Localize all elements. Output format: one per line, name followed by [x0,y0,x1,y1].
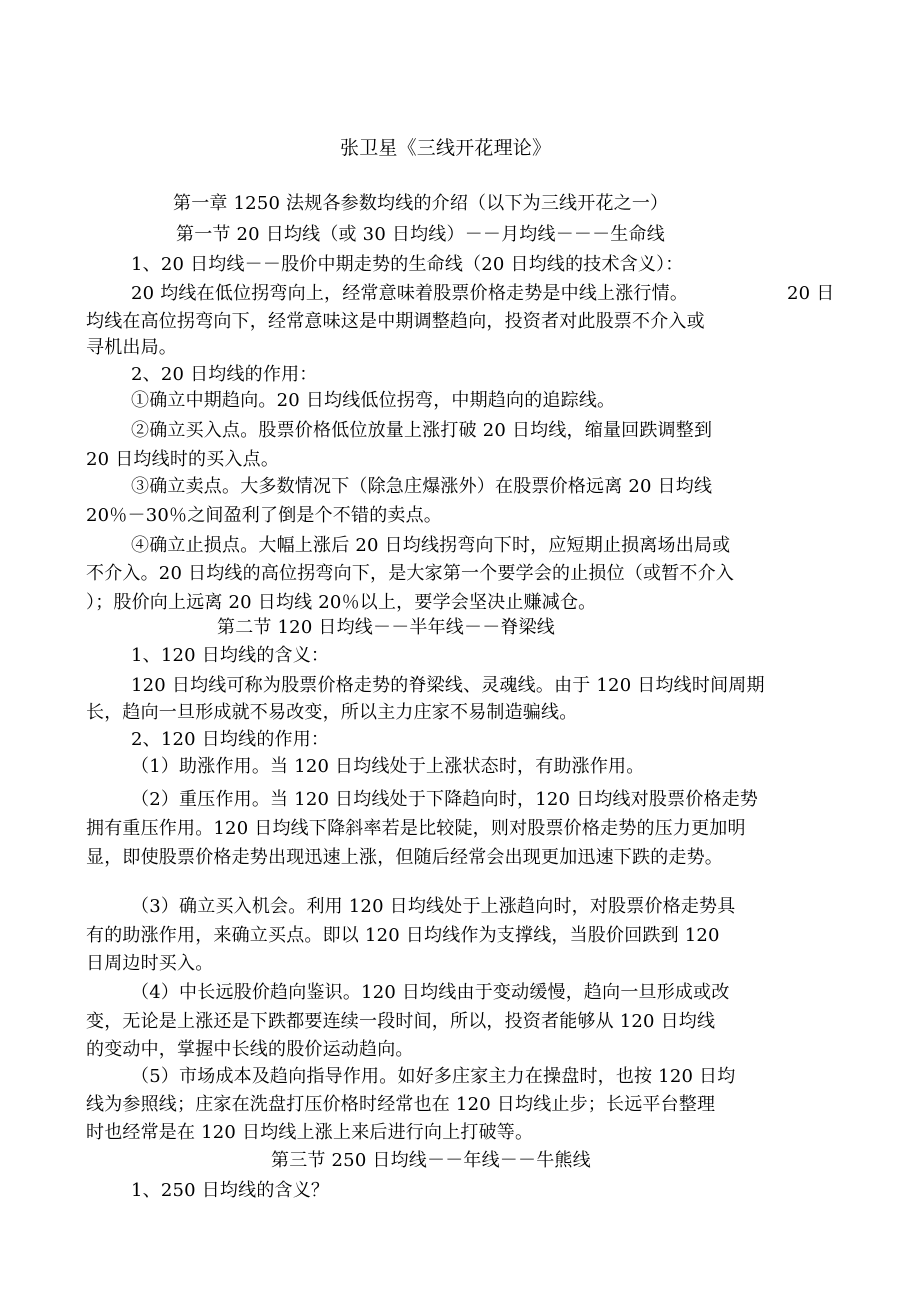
text-line: 日周边时买入。 [86,953,214,974]
text-line: 的变动中，掌握中长线的股价运动趋向。 [86,1039,414,1060]
text-line: 变，无论是上涨还是下跌都要连续一段时间，所以，投资者能够从 120 日均线 [86,1011,716,1032]
text-line: 拥有重压作用。120 日均线下降斜率若是比较陡，则对股票价格走势的压力更加明 [86,818,746,839]
text-line: 1、20 日均线－－股价中期走势的生命线（20 日均线的技术含义）： [131,254,684,275]
text-line: 2、120 日均线的作用： [131,729,330,750]
section-heading: 第一节 20 日均线（或 30 日均线）－－月均线－－－生命线 [176,224,665,245]
text-line: 长，趋向一旦形成就不易改变，所以主力庄家不易制造骗线。 [86,702,578,723]
text-line: 20 日均线时的买入点。 [86,449,280,470]
text-line: （1）助涨作用。当 120 日均线处于上涨状态时，有助涨作用。 [131,756,645,777]
text-line: 均线在高位拐弯向下，经常意味这是中期调整趋向，投资者对此股票不介入或 [86,311,705,332]
text-line: 20 均线在低位拐弯向上，经常意味着股票价格走势是中线上涨行情。 [131,283,689,304]
text-line: 寻机出局。 [86,337,177,358]
text-line: ③确立卖点。大多数情况下（除急庄爆涨外）在股票价格远离 20 日均线 [131,476,713,497]
text-line: ①确立中期趋向。20 日均线低位拐弯，中期趋向的追踪线。 [131,390,616,411]
text-line: 显，即使股票价格走势出现迅速上涨，但随后经常会出现更加迅速下跌的走势。 [86,847,723,868]
text-line: （3）确立买入机会。利用 120 日均线处于上涨趋向时，对股票价格走势具 [131,896,736,917]
text-line: ④确立止损点。大幅上涨后 20 日均线拐弯向下时，应短期止损离场出局或 [131,535,731,556]
text-line: 20％－30％之间盈利了倒是个不错的卖点。 [86,505,443,526]
text-line: （5）市场成本及趋向指导作用。如好多庄家主力在操盘时，也按 120 日均 [131,1066,736,1087]
text-line: 20 日 [787,283,835,304]
text-line: 时也经常是在 120 日均线上涨上来后进行向上打破等。 [86,1122,534,1143]
text-line: 120 日均线可称为股票价格走势的脊梁线、灵魂线。由于 120 日均线时间周期 [131,675,765,696]
text-line: （2）重压作用。当 120 日均线处于下降趋向时，120 日均线对股票价格走势 [131,789,759,810]
text-line: 不介入。20 日均线的高位拐弯向下，是大家第一个要学会的止损位（或暂不介入 [86,563,735,584]
chapter-heading: 第一章 1250 法规各参数均线的介绍（以下为三线开花之一） [173,193,669,214]
text-line: ）；股价向上远离 20 日均线 20％以上，要学会坚决止赚减仓。 [86,592,597,613]
text-line: 1、120 日均线的含义： [131,645,330,666]
text-line: （4）中长远股价趋向鉴识。120 日均线由于变动缓慢，趋向一旦形成或改 [131,982,730,1003]
section-heading: 第二节 120 日均线－－半年线－－脊梁线 [217,617,555,638]
text-line: ②确立买入点。股票价格低位放量上涨打破 20 日均线，缩量回跌调整到 [131,420,713,441]
document-title: 张卫星《三线开花理论》 [340,137,552,159]
text-line: 线为参照线；庄家在洗盘打压价格时经常也在 120 日均线止步；长远平台整理 [86,1094,716,1115]
text-line: 有的助涨作用，来确立买点。即以 120 日均线作为支撑线，当股价回跌到 120 [86,925,720,946]
text-line: 1、250 日均线的含义？ [131,1180,330,1201]
section-heading: 第三节 250 日均线－－年线－－牛熊线 [271,1150,591,1171]
text-line: 2、20 日均线的作用： [131,364,318,385]
